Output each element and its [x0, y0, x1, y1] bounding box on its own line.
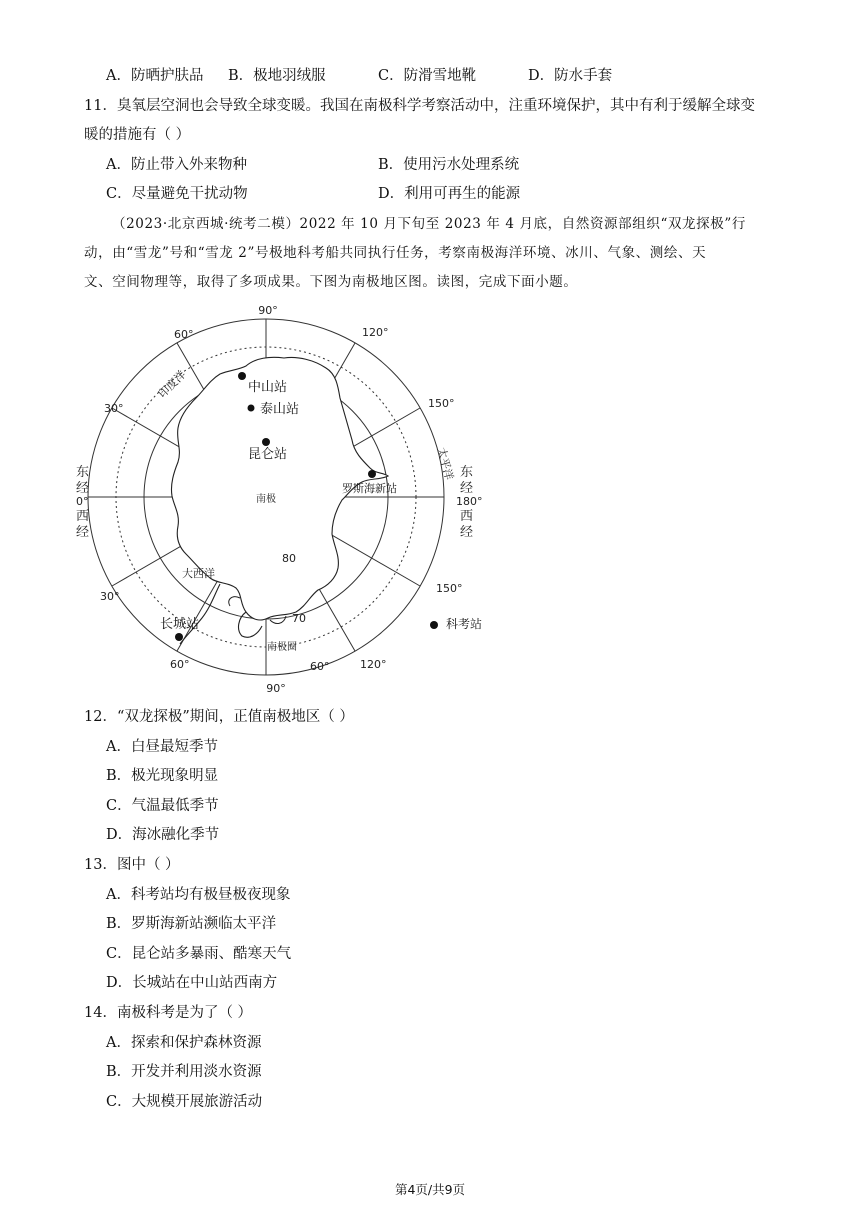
label-pacific-ocean: 太平洋 [434, 446, 456, 482]
q13-option-b: B．罗斯海新站濒临太平洋 [106, 916, 277, 932]
label-left-jing: 经 [76, 481, 90, 496]
label-120-top-right: 120° [362, 326, 389, 339]
label-luosihai-station: 罗斯海新站 [342, 482, 397, 495]
label-left-jing2: 经 [76, 525, 90, 540]
label-taishan-station: 泰山站 [260, 402, 300, 417]
label-right-180: 180° [456, 495, 483, 508]
label-south-pole: 南极 [256, 494, 276, 505]
taishan-station-dot [248, 405, 255, 412]
q14-stem: 14．南极科考是为了（ ） [84, 1005, 253, 1021]
label-bottom-90: 90° [266, 682, 286, 695]
label-zhongshan-station: 中山站 [248, 380, 288, 395]
q11-option-b: B．使用污水处理系统 [378, 157, 520, 173]
q12-option-d: D．海冰融化季节 [106, 827, 220, 843]
q11-option-a: A．防止带入外来物种 [106, 157, 247, 173]
label-kunlun-station: 昆仑站 [248, 447, 288, 462]
label-lat-80: 80 [282, 552, 296, 565]
page-number: 第4页/共9页 [394, 1182, 466, 1197]
q12-option-c: C．气温最低季节 [106, 798, 219, 814]
label-left-east: 东 [76, 465, 90, 480]
q14-option-c: C．大规模开展旅游活动 [106, 1094, 263, 1110]
q14-option-b: B．开发并利用淡水资源 [106, 1064, 262, 1080]
q10-option-c: C．防滑雪地靴 [378, 68, 477, 84]
zhongshan-station-dot [238, 372, 246, 380]
legend-label: 科考站 [446, 617, 483, 631]
q11-option-c: C．尽量避免干扰动物 [106, 186, 248, 202]
q11-stem-line1: 11．臭氧层空洞也会导致全球变暖。我国在南极科学考察活动中，注重环境保护，其中有利于缓解全球变 [84, 98, 755, 114]
q11-stem-line2: 暖的措施有（ ） [84, 127, 191, 143]
antarctica-map [70, 300, 510, 700]
label-150-right: 150° [428, 397, 455, 410]
label-right-jing: 经 [460, 481, 474, 496]
passage-line1: （2023·北京西城·统考二模）2022 年 10 月下旬至 2023 年 4 月底，自然资源部组织“双龙探极”行 [112, 216, 746, 232]
kunlun-station-dot [262, 438, 270, 446]
passage-line3: 文、空间物理等，取得了多项成果。下图为南极地区图。读图，完成下面小题。 [84, 274, 578, 290]
q13-stem: 13．图中（ ） [84, 857, 180, 873]
label-right-jing2: 经 [460, 525, 474, 540]
label-atlantic-ocean: 大西洋 [182, 567, 215, 580]
label-right-east: 东 [460, 465, 474, 480]
passage-line2: 动，由“雪龙”号和“雪龙 2”号极地科考船共同执行任务，考察南极海洋环境、冰川、气象、测绘、天 [84, 245, 707, 261]
label-antarctic-circle: 南极圈 [267, 642, 297, 653]
label-30-left: 30° [104, 402, 124, 415]
q11-option-d: D．利用可再生的能源 [378, 186, 521, 202]
q10-option-b: B．极地羽绒服 [228, 68, 326, 84]
q13-option-a: A．科考站均有极昼极夜现象 [106, 887, 291, 903]
q12-option-a: A．白昼最短季节 [106, 739, 218, 755]
label-60-inner: 60° [310, 660, 330, 673]
label-60-bottom: 60° [170, 658, 190, 671]
q12-option-b: B．极光现象明显 [106, 768, 219, 784]
label-right-west: 西 [460, 509, 474, 524]
q14-option-a: A．探索和保护森林资源 [106, 1035, 262, 1051]
station-legend-icon [430, 621, 438, 629]
changcheng-station-dot [175, 633, 183, 641]
label-60-top-left: 60° [174, 328, 194, 341]
q13-option-c: C．昆仑站多暴雨、酷寒天气 [106, 946, 292, 962]
label-top-90: 90° [258, 304, 278, 317]
label-indian-ocean: 印度洋 [155, 367, 189, 401]
q13-option-d: D．长城站在中山站西南方 [106, 975, 278, 991]
label-lat-70: 70 [292, 612, 306, 625]
q12-stem: 12．“双龙探极”期间，正值南极地区（ ） [84, 709, 354, 725]
label-changcheng-station: 长城站 [160, 617, 200, 632]
label-left-west: 西 [76, 509, 90, 524]
label-left-zero: 0° [76, 495, 89, 508]
label-150-bottom-right: 150° [436, 582, 463, 595]
map-legend [430, 615, 482, 632]
luosihai-station-dot [368, 470, 376, 478]
q10-option-d: D．防水手套 [528, 68, 613, 84]
q10-option-a: A．防晒护肤品 [106, 68, 204, 84]
label-30-bottom-left: 30° [100, 590, 120, 603]
label-120-bottom: 120° [360, 658, 387, 671]
